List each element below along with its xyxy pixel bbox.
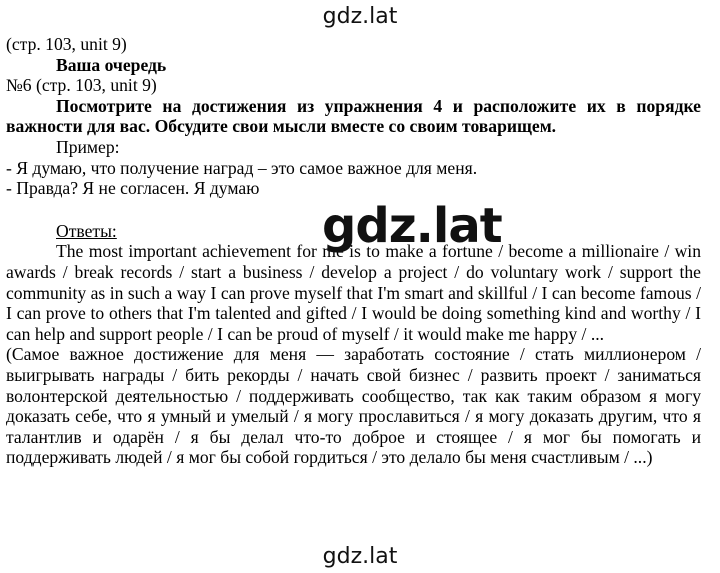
example-line-1: - Я думаю, что получение наград – это самое важное для меня. (6, 157, 478, 178)
page-reference: (стр. 103, unit 9) (6, 34, 127, 54)
watermark-bottom: gdz.lat (322, 544, 398, 569)
example-line-2: - Правда? Я не согласен. Я думаю (6, 178, 260, 199)
watermark-top: gdz.lat (322, 4, 398, 29)
watermark-middle: gdz.lat (322, 198, 502, 254)
answers-label: Ответы: (56, 220, 117, 241)
task-reference: №6 (стр. 103, unit 9) (6, 75, 157, 96)
task-instruction: Посмотрите на достижения из упражнения 4 и расположите их в порядке важности для вас. Обсудите свои мысли вместе со своим товарищем. (6, 95, 701, 137)
answer-english: The most important achievement for me is to make a fortune / become a millionaire / win awards / break records / start a business / develop a project / do voluntary work / support the community as in such a way I can prove myself that I'm smart and skillful / I can become famous / I can prove to others that I'm talented and gifted / I would be doing something kind and worthy / I can help and support people / I can be proud of myself / it would make me happy / ... (6, 241, 701, 344)
section-title: Ваша очередь (56, 54, 167, 75)
example-label: Пример: (56, 136, 120, 157)
answer-russian: (Самое важное достижение для меня — заработать состояние / стать миллионером / выигрывать награды / бить рекорды / начать свой бизнес / развить проект / заниматься волонтерской деятельностью / поддерживать сообщество, так как таким образом я могу доказать себе, что я умный и умелый / я могу прославиться / я могу доказать другим, что я талантлив и одарён / я бы делал что-то доброе и стоящее / я мог бы помогать и поддерживать людей / я мог бы собой гордиться / это делало бы меня счастливым / ...) (6, 344, 701, 468)
